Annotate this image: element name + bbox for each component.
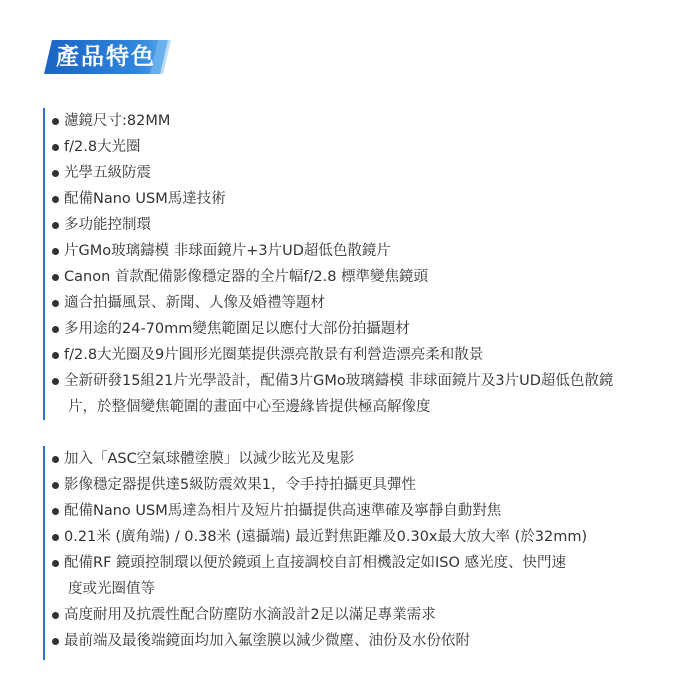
feature-item-long [52, 550, 692, 602]
feature-item: 多功能控制環 [52, 212, 692, 238]
feature-item: 最前端及最後端鏡面均加入氟塗膜以減少微塵、油份及水份依附 [52, 628, 692, 654]
feature-item: 適合拍攝風景、新聞、人像及婚禮等題材 [52, 290, 692, 316]
section-title-badge [44, 38, 172, 76]
feature-item: 配備Nano USM馬達技術 [52, 186, 692, 212]
section-accent-bar [43, 108, 45, 420]
feature-item: 配備Nano USM馬達為相片及短片拍攝提供高速準確及寧靜自動對焦 [52, 498, 692, 524]
feature-item: 光學五級防震 [52, 160, 692, 186]
feature-item: 高度耐用及抗震性配合防塵防水滴設計2足以滿足專業需求 [52, 602, 692, 628]
feature-item: f/2.8大光圈 [52, 134, 692, 160]
feature-item-line: 全新研發15組21片光學設計，配備3片GMo玻璃鑄模 非球面鏡片及3片UD超低色散鏡 [64, 373, 614, 389]
feature-item: 多用途的24-70mm變焦範圍足以應付大部份拍攝題材 [52, 316, 692, 342]
feature-item-line-continued: 度或光圈值等 [68, 581, 155, 597]
feature-item: Canon 首款配備影像穩定器的全片幅f/2.8 標準變焦鏡頭 [52, 264, 692, 290]
feature-item: 加入「ASC空氣球體塗膜」以減少眩光及鬼影 [52, 446, 692, 472]
feature-item: 片GMo玻璃鑄模 非球面鏡片+3片UD超低色散鏡片 [52, 238, 692, 264]
feature-item-line-continued: 片，於整個變焦範圍的畫面中心至邊緣皆提供極高解像度 [68, 399, 431, 415]
feature-item-long [52, 368, 692, 420]
section-accent-bar [43, 446, 45, 660]
page-title: 產品特色 [56, 44, 156, 70]
feature-item-line: 配備RF 鏡頭控制環以便於鏡頭上直接調校自訂相機設定如ISO 感光度、快門速 [64, 555, 567, 571]
features-section-primary [52, 108, 692, 420]
feature-item: 影像穩定器提供達5級防震效果1，令手持拍攝更具彈性 [52, 472, 692, 498]
feature-item: 0.21米 (廣角端) / 0.38米 (遠攝端) 最近對焦距離及0.30x最大放大率 (於32mm) [52, 524, 692, 550]
feature-item: f/2.8大光圈及9片圓形光圈葉提供漂亮散景有利營造漂亮柔和散景 [52, 342, 692, 368]
feature-item: 濾鏡尺寸:82MM [52, 108, 692, 134]
features-section-secondary [52, 446, 692, 660]
